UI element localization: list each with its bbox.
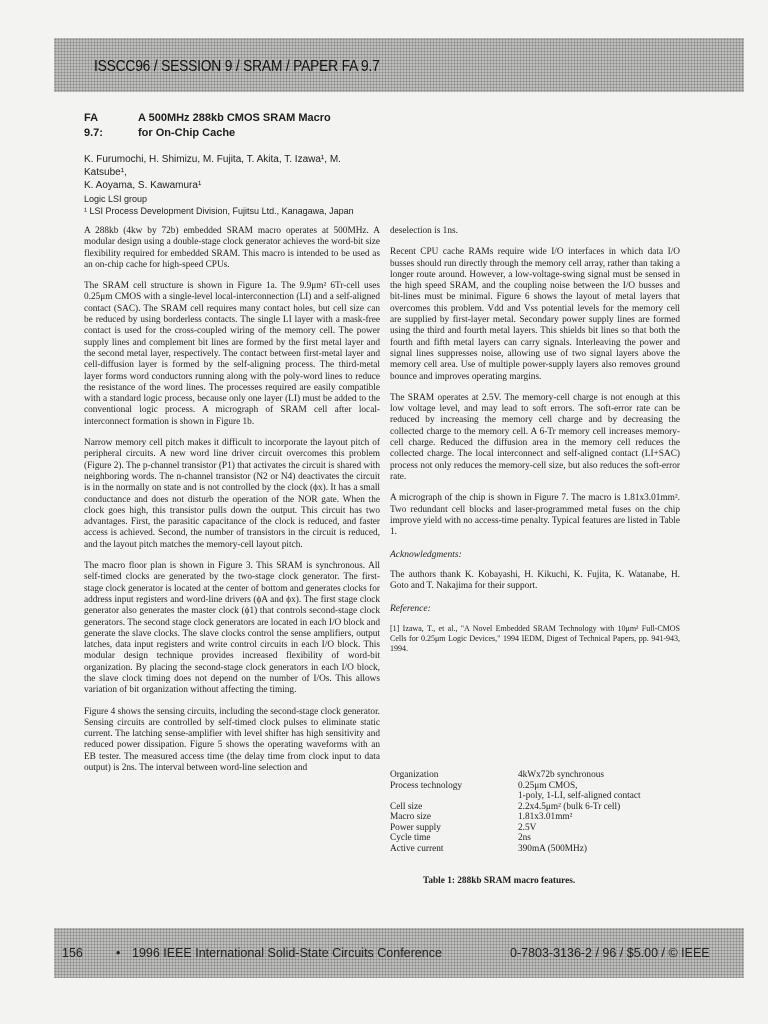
table-label: Cell size — [390, 801, 423, 812]
table-value: 1.81x3.01mm² — [518, 812, 573, 822]
table-row — [390, 802, 678, 813]
authors — [84, 153, 384, 192]
paragraph: Figure 4 shows the sensing circuits, including the second-stage clock generator. Sensing circuits are controlled by self-timed clock pulses to eliminate static current. The latching sense-amplifier with level shifter has high sensitivity and reduced power dissipation. Figure 5 shows the operating waveforms with an EB tester. The measured access time (the delay time from clock input to data output) is 2ns. The interval between word-line selection and — [84, 706, 380, 774]
right-column — [390, 226, 680, 674]
paper-title-line2: for On-Chip Cache — [138, 127, 236, 139]
table-value: 390mA (500MHz) — [518, 843, 587, 854]
table-value: 4kWx72b synchronous — [518, 770, 604, 780]
left-column — [84, 226, 380, 774]
table-row — [390, 833, 678, 844]
table-row — [390, 812, 678, 823]
paragraph: A 288kb (4kw by 72b) embedded SRAM macro operates at 500MHz. A modular design using a double-stage clock generator achieves the word-bit size flexibility required for embedded SRAM. This macro is intended to be used as an on-chip cache for high-speed CPUs. — [84, 226, 380, 270]
page-number: 156 — [62, 946, 83, 960]
paragraph: Narrow memory cell pitch makes it difficult to incorporate the layout pitch of peripheral circuits. A new word line driver circuit overcomes this problem (Figure 2). The p-channel transistor (P1) that activates the circuit is shared with neighboring words. The n-channel transistor (N2 or N4) deactivates the circuit is in the normally on state and is not controlled by the clock (ϕx). It has a small conductance and does not disturb the operation of the NOR gate. When the clock goes high, this transistor pulls down the output. This circuit has two advantages. First, the parasitic capacitance of the clock is reduced, and faster access is achieved. Second, the number of transistors in the circuit is reduced, and the layout pitch matches the memory-cell layout pitch. — [84, 438, 380, 550]
table-value: 2.2x4.5μm² (bulk 6-Tr cell) — [518, 801, 621, 812]
session-header: ISSCC96 / SESSION 9 / SRAM / PAPER FA 9.7 — [94, 58, 380, 75]
table-label: Cycle time — [390, 833, 431, 843]
table-label: Process technology — [390, 780, 463, 791]
paragraph: deselection is 1ns. — [390, 226, 458, 236]
authors-line2: K. Aoyama, S. Kawamura¹ — [84, 180, 202, 191]
table-row — [390, 791, 678, 802]
reference-heading: Reference: — [390, 604, 431, 615]
table-label — [390, 791, 518, 802]
affiliations — [84, 193, 354, 217]
paragraph: The SRAM operates at 2.5V. The memory-cell charge is not enough at this low voltage level, and may lead to soft errors. The soft-error rate can be reduced by increasing the memory cell charge and by decreasing the collected charge to the memory cell. A 6-Tr memory cell increases memory-cell charge. Reduced the diffusion area in the memory cell reduces the collected charge. The local interconnect and self-aligned contact (LI+SAC) process not only reduces the memory-cell size, but also reduces the soft-error rate. — [390, 392, 680, 482]
table-row — [390, 844, 678, 855]
affiliation-line1: Logic LSI group — [84, 194, 148, 204]
paragraph: Recent CPU cache RAMs require wide I/O interfaces in which data I/O busses should run directly through the memory cell array, rather than taking a longer route around. However, a low-voltage-swing signal must be sensed in the high speed SRAM, and the coupling noise between the I/O busses and bit-lines must be minimal. Figure 6 shows the layout of metal layers that overcomes this problem. Vdd and Vss potential levels for the memory cell are supplied by first-layer metal. Secondary power supply lines are formed using the third and fourth metal layers. This shields bit lines so that both the fourth and fifth metal layers can carry signals. Interleaving the power and signal lines suppresses noise, allowing use of two signal layers above the memory cell area. Use of multiple power-supply layers also removes ground bounce and improves operating margins. — [390, 247, 680, 382]
table-value: 1-poly, 1-LI, self-aligned contact — [518, 791, 641, 801]
authors-line1: K. Furumochi, H. Shimizu, M. Fujita, T. Akita, T. Izawa¹, M. Katsube¹, — [84, 154, 341, 178]
bullet-icon: • — [116, 946, 121, 960]
acknowledgments-heading: Acknowledgments: — [390, 550, 462, 561]
paragraph: A micrograph of the chip is shown in Figure 7. The macro is 1.81x3.01mm². Two redundant cell blocks and laser-programmed metal fuses on the chip improve yield with no access-time penalty. Typical features are listed in Table 1. — [390, 493, 680, 538]
table-value: 2.5V — [518, 822, 537, 833]
paragraph: The macro floor plan is shown in Figure 3. This SRAM is synchronous. All self-timed clocks are generated by the two-stage clock generator. The first-stage clock generator is located at the center of bottom and generates clocks for address input registers and word-line drivers (ϕA and ϕx). The first stage clock generator also generates the master clock (ϕ1) that controls second-stage clock generators. The second stage clock generators are located in each I/O block and generate the slave clocks. The slave clocks control the sense amplifiers, output latches, data input registers and write control circuits in each I/O block. This modular design technique provides increased flexibility of word-bit organization. By placing the second-stage clock generators in each I/O block, the slave clock timing does not depend on the number of I/Os. This allows variation of bit organization without affecting the timing. — [84, 561, 380, 696]
table-row — [390, 770, 678, 781]
table-label: Macro size — [390, 812, 432, 822]
table-label: Power supply — [390, 822, 441, 833]
conference-name: 1996 IEEE International Solid-State Circuits Conference — [132, 946, 442, 960]
table-label: Active current — [390, 843, 444, 854]
table-caption: Table 1: 288kb SRAM macro features. — [423, 876, 576, 886]
paragraph: The SRAM cell structure is shown in Figure 1a. The 9.9μm² 6Tr-cell uses 0.25μm CMOS with a single-level local-interconnection (LI) and a self-aligned contact (SAC). The SRAM cell requires many contact holes, but cell size can be reduced by using borderless contacts. The single LI layer with a mask-free contact is used for the cross-coupled wiring of the memory cell. The power supply lines and complement bit lines are formed by the first metal layer and the second metal layer, respectively. The contact between first-metal layer and cell-diffusion layer is formed by the self-aligning process. The third-metal layer forms word conductors running along with the poly-word lines to reduce the resistance of the word lines. The processes required are easily compatible with a standard logic process, because only one layer (LI) must be added to the conventional logic process. A micrograph of SRAM cell after local-interconnect formation is shown in Figure 1b. — [84, 281, 380, 427]
acknowledgments-text: The authors thank K. Kobayashi, H. Kikuchi, K. Fujita, K. Watanabe, H. Goto and T. Nakajima for their support. — [390, 569, 680, 592]
paper-title-line1: A 500MHz 288kb CMOS SRAM Macro — [138, 112, 331, 124]
features-table — [390, 770, 678, 854]
table-value: 2ns — [518, 833, 531, 843]
affiliation-line2: ¹ LSI Process Development Division, Fujitsu Ltd., Kanagawa, Japan — [84, 206, 354, 216]
table-row — [390, 823, 678, 834]
copyright-notice: 0-7803-3136-2 / 96 / $5.00 / © IEEE — [510, 946, 710, 960]
table-label: Organization — [390, 770, 439, 780]
reference-item: [1] Izawa, T., et al., "A Novel Embedded SRAM Technology with 10μm² Full-CMOS Cells for 0.25μm Logic Devices," 1994 IEDM, Digest of Technical Papers, pp. 941-943, 1994. — [390, 623, 680, 653]
paper-code: FA 9.7: — [84, 112, 103, 139]
table-row — [390, 781, 678, 792]
table-value: 0.25μm CMOS, — [518, 780, 578, 791]
